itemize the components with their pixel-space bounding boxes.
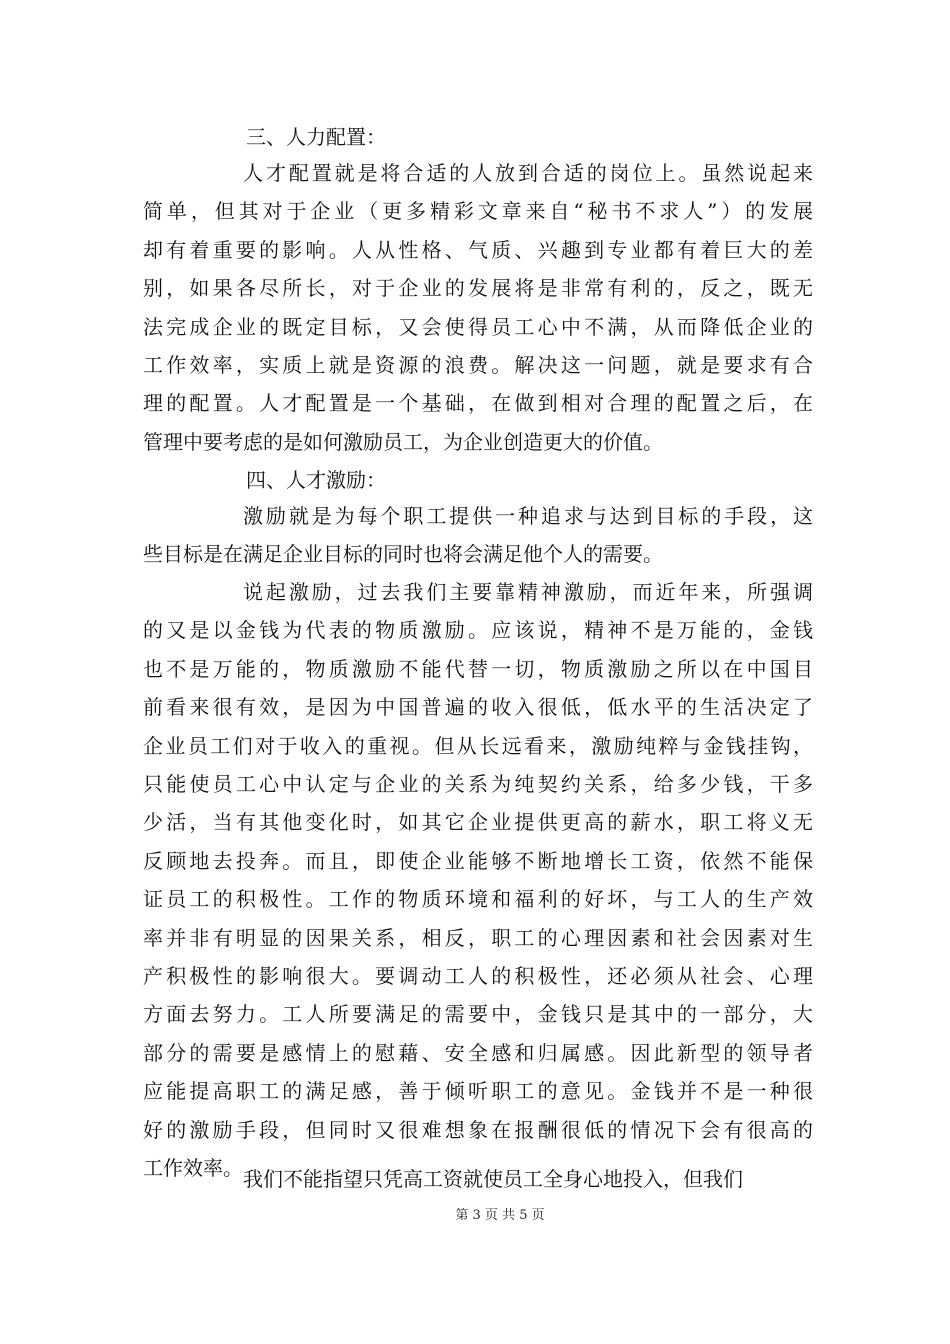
text-line: 好的激励手段，但同时又很难想象在报酬很低的情况下会有很高的 <box>143 1117 813 1142</box>
text-line: 证员工的积极性。工作的物质环境和福利的好坏，与工人的生产效 <box>143 887 813 912</box>
paragraph <box>143 497 813 574</box>
text-line: 的又是以金钱为代表的物质激励。应该说，精神不是万能的，金钱 <box>143 618 813 643</box>
text-line: 也不是万能的，物质激励不能代替一切，物质激励之所以在中国目 <box>143 656 813 681</box>
section-heading: 四、人才激励： <box>246 468 386 492</box>
text-line: 部分的需要是感情上的慰藉、安全感和归属感。因此新型的领导者 <box>143 1040 813 1065</box>
text-line: 反顾地去投奔。而且，即使企业能够不断地增长工资，依然不能保 <box>143 848 813 873</box>
text-line: 理的配置。人才配置是一个基础，在做到相对合理的配置之后，在 <box>143 391 813 416</box>
text-line: 别，如果各尽所长，对于企业的发展将是非常有利的，反之，既无 <box>143 276 813 301</box>
text-line: 却有着重要的影响。人从性格、气质、兴趣到专业都有着巨大的差 <box>143 237 813 262</box>
text-line: 前看来很有效，是因为中国普遍的收入很低，低水平的生活决定了 <box>143 695 813 720</box>
text-line: 工作效率。 <box>143 1156 243 1181</box>
text-line: 率并非有明显的因果关系，相反，职工的心理因素和社会因素对生 <box>143 925 813 950</box>
text-line: 法完成企业的既定目标，又会使得员工心中不满，从而降低企业的 <box>143 314 813 339</box>
paragraph <box>143 573 813 1188</box>
text-line: 简单，但其对于企业（更多精彩文章来自“秘书不求人”）的发展 <box>143 199 813 224</box>
text-line: 些目标是在满足企业目标的同时也将会满足他个人的需要。 <box>143 542 663 567</box>
text-line: 管理中要考虑的是如何激励员工，为企业创造更大的价值。 <box>143 429 663 454</box>
paragraph <box>143 1160 813 1198</box>
text-line: 少活，当有其他变化时，如其它企业提供更高的薪水，职工将义无 <box>143 810 813 835</box>
text-line: 说起激励，过去我们主要靠精神激励，而近年来，所强调 <box>243 580 813 604</box>
section-heading: 三、人力配置： <box>246 125 386 149</box>
text-line: 激励就是为每个职工提供一种追求与达到目标的手段，这 <box>243 504 813 528</box>
text-line: 人才配置就是将合适的人放到合适的岗位上。虽然说起来 <box>243 161 813 185</box>
text-line: 应能提高职工的满足感，善于倾听职工的意见。金钱并不是一种很 <box>143 1079 813 1104</box>
text-line: 方面去努力。工人所要满足的需要中，金钱只是其中的一部分，大 <box>143 1002 813 1027</box>
text-line: 产积极性的影响很大。要调动工人的积极性，还必须从社会、心理 <box>143 964 813 989</box>
text-line: 企业员工们对于收入的重视。但从长远看来，激励纯粹与金钱挂钩， <box>143 733 813 758</box>
paragraph <box>143 154 813 461</box>
text-line: 只能使员工心中认定与企业的关系为纯契约关系，给多少钱，干多 <box>143 772 813 797</box>
page-number: 第 3 页 共 5 页 <box>455 1208 545 1223</box>
text-line: 我们不能指望只凭高工资就使员工全身心地投入，但我们 <box>243 1167 743 1191</box>
text-line: 工作效率，实质上就是资源的浪费。解决这一问题，就是要求有合 <box>143 353 813 378</box>
